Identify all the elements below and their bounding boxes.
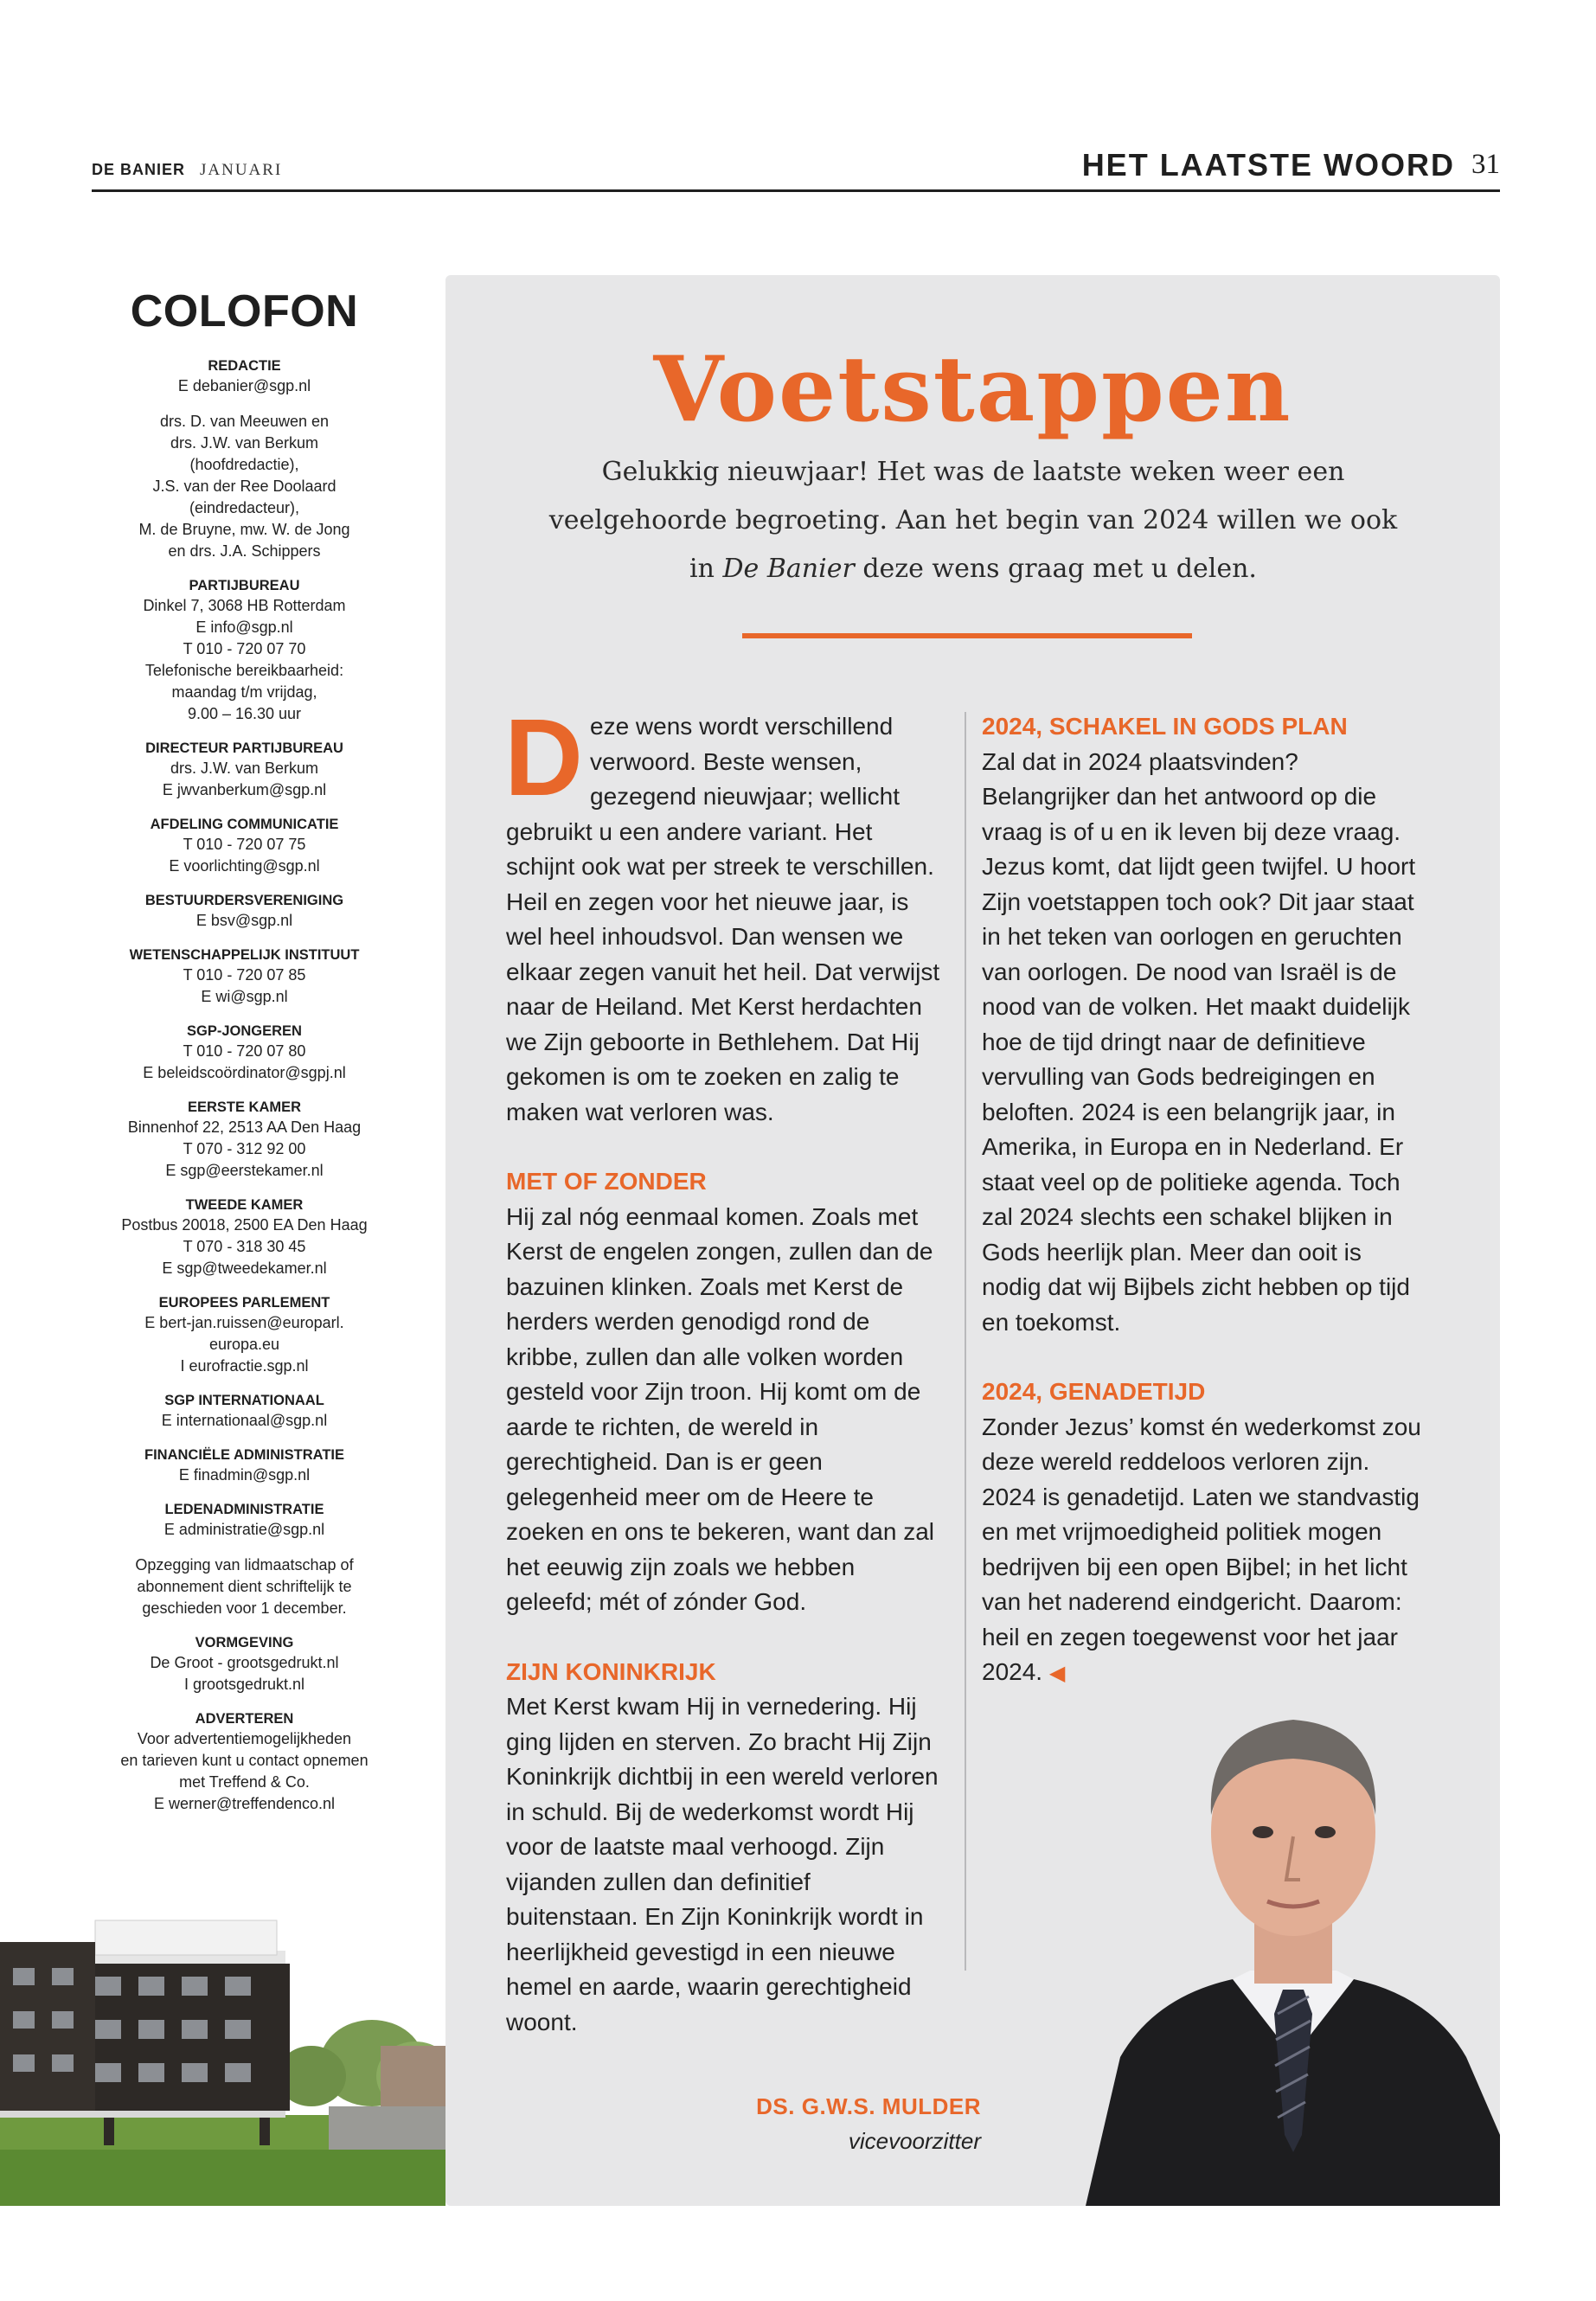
- colofon-heading: SGP-JONGEREN: [187, 1023, 302, 1039]
- colofon-line: Dinkel 7, 3068 HB Rotterdam: [143, 597, 346, 614]
- colofon-heading: LEDENADMINISTRATIE: [164, 1502, 324, 1517]
- colofon-block: [95, 1554, 394, 1619]
- colofon-block: [95, 1445, 394, 1486]
- colofon-line: E sgp@eerstekamer.nl: [165, 1162, 324, 1179]
- colofon-block: [95, 411, 394, 562]
- colofon-line: I eurofractie.sgp.nl: [180, 1357, 309, 1375]
- colofon-block: [95, 1098, 394, 1182]
- orange-divider: [742, 633, 1192, 638]
- colofon-heading: AFDELING COMMUNICATIE: [150, 817, 339, 832]
- colofon-line: drs. J.W. van Berkum: [170, 760, 319, 777]
- colofon-line: Binnenhof 22, 2513 AA Den Haag: [127, 1118, 362, 1136]
- party-office-photo: [0, 1890, 445, 2206]
- colofon-line: Opzegging van lidmaatschap of: [135, 1556, 354, 1574]
- colofon-line: J.S. van der Ree Doolaard: [152, 478, 337, 495]
- colofon-line: T 010 - 720 07 80: [183, 1042, 306, 1060]
- colofon-line: E voorlichting@sgp.nl: [169, 857, 320, 875]
- section-title: HET LAATSTE WOORD: [1081, 147, 1455, 183]
- colofon-line: 9.00 – 16.30 uur: [187, 705, 302, 722]
- colofon-block: [95, 1500, 394, 1541]
- section-heading: 2024, SCHAKEL IN GODS PLAN: [982, 713, 1348, 740]
- colofon-line: E jwvanberkum@sgp.nl: [162, 781, 327, 798]
- article-column-left: [504, 696, 947, 2040]
- author-byline: [756, 2089, 981, 2158]
- colofon-block: [95, 815, 394, 877]
- colofon-line: I grootsgedrukt.nl: [183, 1676, 305, 1693]
- colofon-line: en drs. J.A. Schippers: [168, 542, 321, 560]
- colofon-block: [95, 739, 394, 801]
- colofon-line: abonnement dient schriftelijk te: [137, 1578, 352, 1595]
- colofon-heading: WETENSCHAPPELIJK INSTITUUT: [129, 947, 360, 963]
- colofon-line: E werner@treffendenco.nl: [153, 1795, 336, 1812]
- colofon-line: E beleidscoördinator@sgpj.nl: [143, 1064, 346, 1081]
- colofon-heading: TWEEDE KAMER: [185, 1197, 304, 1213]
- section-paragraph: Hij zal nóg eenmaal komen. Zoals met Kerst de engelen zongen, zullen dan de bazuinen klinken. Zoals met Kerst de herders werden genodigd rond de kribbe, zullen dan alle volken worden gesteld voor Zijn troon. Hij komt om de aarde te richten, de wereld in gerechtigheid. Dan is er geen gelegenheid meer om de Heere te zoeken en ons te bekeren, want dan zal het eeuwig zijn zoals we hebben geleefd; mét of zónder God.: [506, 1202, 935, 1615]
- author-role: vicevoorzitter: [848, 2128, 981, 2154]
- article-panel: [445, 275, 1500, 2206]
- colofon-line: E sgp@tweedekamer.nl: [162, 1259, 327, 1277]
- colofon-line: E wi@sgp.nl: [201, 988, 288, 1005]
- colofon-heading: FINANCIËLE ADMINISTRATIE: [144, 1447, 344, 1463]
- article-headline: Voetstappen: [653, 336, 1292, 442]
- colofon-line: T 070 - 312 92 00: [183, 1140, 306, 1157]
- colofon-line: T 070 - 318 30 45: [183, 1238, 306, 1255]
- colofon-line: E internationaal@sgp.nl: [161, 1412, 328, 1429]
- colofon-line: drs. D. van Meeuwen en: [159, 413, 330, 430]
- issue-month: JANUARI: [200, 161, 283, 179]
- colofon-heading: PARTIJBUREAU: [189, 578, 300, 593]
- colofon-line: maandag t/m vrijdag,: [171, 683, 317, 701]
- colofon-block: [95, 945, 394, 1008]
- colofon-line: drs. J.W. van Berkum: [170, 434, 319, 452]
- colofon-blocks: [95, 356, 394, 1815]
- section-heading: ZIJN KONINKRIJK: [506, 1657, 716, 1685]
- colofon-heading: REDACTIE: [208, 358, 281, 374]
- colofon-heading: ADVERTEREN: [195, 1711, 294, 1727]
- intro-publication-name: De Banier: [722, 554, 855, 584]
- section-heading: 2024, GENADETIJD: [982, 1378, 1206, 1405]
- colofon-line: T 010 - 720 07 75: [183, 836, 306, 853]
- colofon-block: [95, 1195, 394, 1279]
- colofon-line: E info@sgp.nl: [195, 619, 293, 636]
- magazine-name: DE BANIER: [92, 161, 186, 178]
- colofon-line: Voor advertentiemogelijkheden: [137, 1730, 352, 1747]
- running-header: [92, 147, 1500, 192]
- colofon-line: europa.eu: [208, 1336, 280, 1353]
- colofon-block: [95, 1391, 394, 1432]
- colofon: [95, 285, 394, 1829]
- building-illustration: [0, 1890, 445, 2206]
- colofon-line: E debanier@sgp.nl: [177, 377, 311, 394]
- colofon-title: COLOFON: [130, 286, 359, 336]
- colofon-line: (eindredacteur),: [189, 499, 300, 516]
- end-mark-icon: ◀: [1048, 1662, 1066, 1685]
- column-divider: [965, 712, 966, 1971]
- section-paragraph: Zal dat in 2024 plaatsvinden? Belangrijker dan het antwoord op die vraag is of u en ik leven bij deze vraag. Jezus komt, dat lijdt geen twijfel. U hoort Zijn voetstappen toch ook? Dit jaar staat in het teken van oorlogen en geruchten van oorlogen. De nood van Israël is de nood van de volken. Het maakt duidelijk hoe de tijd dringt naar de definitieve vervulling van Gods bedreigingen en beloften. 2024 is een belangrijk jaar, in Amerika, in Europa en in Nederland. Er staat veel op de politieke agenda. Toch zal 2024 slechts een schakel blijken in Gods heerlijk plan. Meer dan ooit is nodig dat wij Bijbels zicht hebben op tijd en toekomst.: [982, 747, 1416, 1336]
- colofon-line: E bsv@sgp.nl: [195, 912, 293, 929]
- colofon-line: De Groot - grootsgedrukt.nl: [150, 1654, 339, 1671]
- colofon-heading: DIRECTEUR PARTIJBUREAU: [145, 740, 343, 756]
- colofon-line: met Treffend & Co.: [179, 1773, 310, 1791]
- author-name: DS. G.W.S. MULDER: [756, 2093, 981, 2119]
- colofon-line: E administratie@sgp.nl: [163, 1521, 325, 1538]
- article-column-right: [982, 709, 1423, 1692]
- colofon-heading: BESTUURDERSVERENIGING: [144, 893, 344, 908]
- colofon-block: [95, 1293, 394, 1377]
- colofon-line: T 010 - 720 07 70: [183, 640, 306, 657]
- colofon-block: [95, 576, 394, 725]
- colofon-block: [95, 1022, 394, 1084]
- colofon-line: M. de Bruyne, mw. W. de Jong: [138, 521, 350, 538]
- colofon-block: [95, 1709, 394, 1815]
- colofon-line: Postbus 20018, 2500 EA Den Haag: [121, 1216, 368, 1234]
- colofon-heading: EERSTE KAMER: [187, 1099, 302, 1115]
- colofon-line: E finadmin@sgp.nl: [178, 1466, 311, 1484]
- colofon-line: T 010 - 720 07 85: [183, 966, 306, 984]
- colofon-line: en tarieven kunt u contact opnemen: [120, 1752, 369, 1769]
- colofon-block: [95, 1633, 394, 1695]
- page-number: 31: [1471, 149, 1500, 180]
- colofon-heading: VORMGEVING: [195, 1635, 294, 1650]
- colofon-block: [95, 356, 394, 397]
- colofon-line: E bert-jan.ruissen@europarl.: [144, 1314, 344, 1331]
- colofon-line: Telefonische bereikbaarheid:: [144, 662, 344, 679]
- lead-paragraph: eze wens wordt verschillend verwoord. Beste wensen, gezegend nieuwjaar; wellicht gebruikt u een andere variant. Het schijnt ook wat per streek te verschillen. Heil en zegen voor het nieuwe jaar, is wel heel inhoudsvol. Dan wensen we elkaar zegen vanuit het heil. Dat verwijst naar de Heiland. Met Kerst herdachten we Zijn geboorte in Bethlehem. Dat Hij gekomen is om te zoeken en zalig te maken wat verloren was.: [506, 713, 940, 1125]
- colofon-line: (hoofdredactie),: [189, 456, 299, 473]
- colofon-heading: SGP INTERNATIONAAL: [164, 1393, 324, 1408]
- portrait-illustration: [1086, 1650, 1500, 2206]
- author-portrait: [1086, 1650, 1500, 2206]
- colofon-line: geschieden voor 1 december.: [142, 1599, 347, 1617]
- intro-text-end: deze wens graag met u delen.: [854, 554, 1257, 584]
- colofon-block: [95, 891, 394, 932]
- article-intro: [541, 448, 1406, 593]
- section-heading: MET OF ZONDER: [506, 1168, 707, 1195]
- drop-cap: D: [504, 696, 583, 818]
- section-paragraph: Met Kerst kwam Hij in vernedering. Hij ging lijden en sterven. Zo bracht Hij Zijn Koninkrijk dichtbij in een wereld verloren in schuld. Bij de wederkomst wordt Hij voor de laatste maal verhoogd. Zijn vijanden zullen dan definitief buitenstaan. En Zijn Koninkrijk wordt in heerlijkheid gevestigd in een nieuwe hemel en aarde, waarin gerechtigheid woont.: [506, 1693, 939, 2035]
- closing-text: Zonder Jezus’ komst én wederkomst zou deze wereld reddeloos verloren zijn. 2024 is genadetijd. Laten we standvastig en met vrijmoedigheid politiek mogen bedrijven bij een open Bijbel; in het licht van het naderend eindgericht. Daarom: heil en zegen toegewenst voor het jaar 2024.: [982, 1413, 1421, 1685]
- section-paragraph: [982, 1410, 1423, 1692]
- intro-text-start: Gelukkig nieuwjaar! Het was de laatste weken weer een veelgehoorde begroeting. Aan het begin van 2024 willen we ook in: [548, 457, 1398, 584]
- colofon-heading: EUROPEES PARLEMENT: [158, 1295, 330, 1311]
